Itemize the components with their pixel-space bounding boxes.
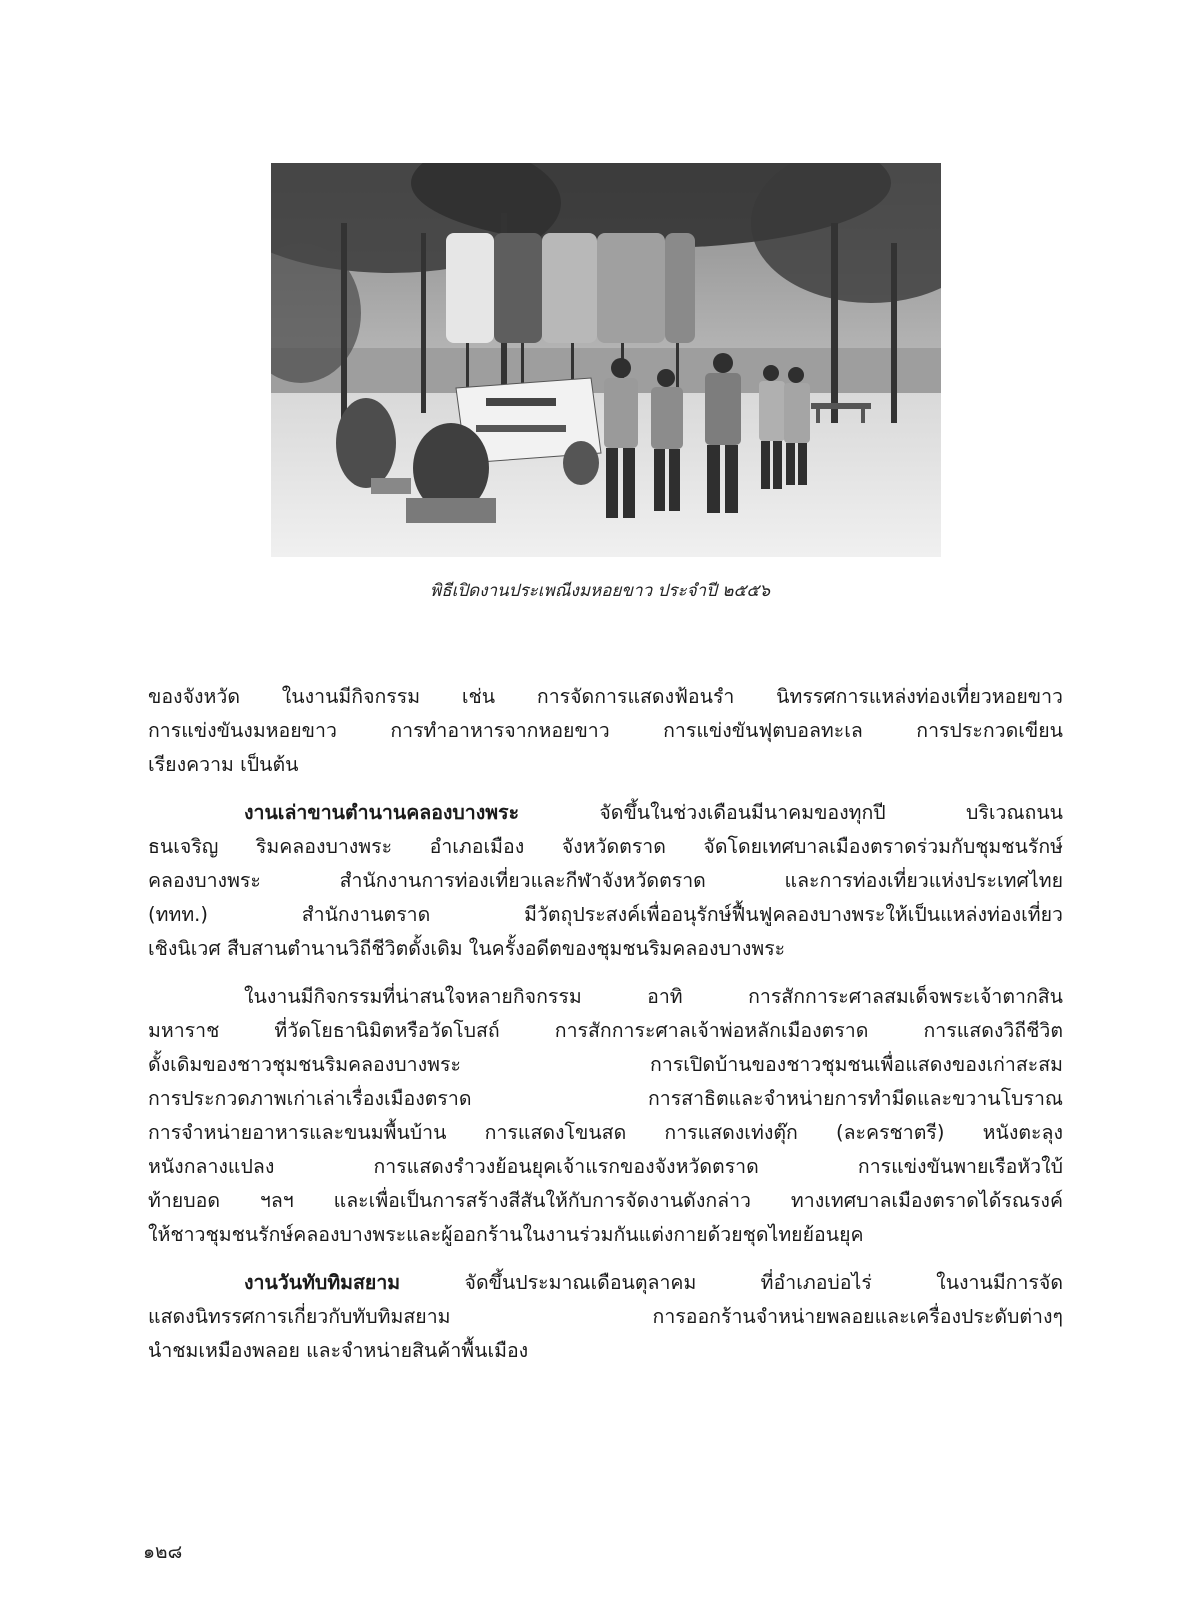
text-line: ธนเจริญ ริมคลองบางพระ อำเภอเมือง จังหวัดตราด จัดโดยเทศบาลเมืองตราดร่วมกับชุมชนรักษ์ bbox=[148, 835, 1063, 858]
text-line: ให้ชาวชุมชนรักษ์คลองบางพระและผู้ออกร้านในงานร่วมกันแต่งกายด้วยชุดไทยย้อนยุค bbox=[148, 1223, 864, 1246]
paragraph-1 bbox=[148, 680, 1063, 782]
text-line bbox=[148, 980, 1063, 1014]
text-line: แสดงนิทรรศการเกี่ยวกับทับทิมสยาม การออกร้านจำหน่ายพลอยและเครื่องประดับต่างๆ bbox=[148, 1305, 1063, 1328]
event-photo-illustration bbox=[271, 163, 941, 557]
text-line: เรียงความ เป็นต้น bbox=[148, 753, 299, 776]
text-line: ท้ายบอด ฯลฯ และเพื่อเป็นการสร้างสีสันให้กับการจัดงานดังกล่าว ทางเทศบาลเมืองตราดได้รณรงค์ bbox=[148, 1189, 1063, 1212]
text-line: นำชมเหมืองพลอย และจำหน่ายสินค้าพื้นเมือง bbox=[148, 1339, 529, 1362]
text-line: ดั้งเดิมของชาวชุมชนริมคลองบางพระ การเปิดบ้านของชาวชุมชนเพื่อแสดงของเก่าสะสม bbox=[148, 1053, 1063, 1076]
text-line: มหาราช ที่วัดโยธานิมิตหรือวัดโบสถ์ การสักการะศาลเจ้าพ่อหลักเมืองตราด การแสดงวิถีชีวิต bbox=[148, 1019, 1063, 1042]
text-line: การแข่งขันงมหอยขาว การทำอาหารจากหอยขาว การแข่งขันฟุตบอลทะเล การประกวดเขียน bbox=[148, 719, 1063, 742]
photo-caption: พิธีเปิดงานประเพณีงมหอยขาว ประจำปี ๒๕๕๖ bbox=[429, 581, 771, 601]
article-body bbox=[148, 680, 1063, 1368]
text-line: เชิงนิเวศ สืบสานตำนานวิถีชีวิตดั้งเดิม ในครั้งอดีตของชุมชนริมคลองบางพระ bbox=[148, 937, 786, 960]
paragraph-heading: งานวันทับทิมสยาม bbox=[244, 1271, 401, 1294]
page-number: ๑๒๘ bbox=[143, 1541, 183, 1563]
paragraph-4 bbox=[148, 1266, 1063, 1368]
text-line: หนังกลางแปลง การแสดงรำวงย้อนยุคเจ้าแรกของจังหวัดตราด การแข่งขันพายเรือหัวใบ้ bbox=[148, 1155, 1063, 1178]
event-photo bbox=[271, 163, 941, 557]
text-run: จัดขึ้นประมาณเดือนตุลาคม ที่อำเภอบ่อไร่ ในงานมีการจัด bbox=[400, 1271, 1063, 1294]
text-line: (ททท.) สำนักงานตราด มีวัตถุประสงค์เพื่ออนุรักษ์ฟื้นฟูคลองบางพระให้เป็นแหล่งท่องเที่ยว bbox=[148, 903, 1063, 926]
text-run: จัดขึ้นในช่วงเดือนมีนาคมของทุกปี บริเวณถนน bbox=[519, 801, 1063, 824]
paragraph-2 bbox=[148, 796, 1063, 966]
text-line: การประกวดภาพเก่าเล่าเรื่องเมืองตราด การสาธิตและจำหน่ายการทำมีดและขวานโบราณ bbox=[148, 1087, 1063, 1110]
paragraph-heading: งานเล่าขานตำนานคลองบางพระ bbox=[244, 801, 520, 824]
text-run: ในงานมีกิจกรรมที่น่าสนใจหลายกิจกรรม อาทิ การสักการะศาลสมเด็จพระเจ้าตากสิน bbox=[244, 985, 1063, 1008]
text-line: การจำหน่ายอาหารและขนมพื้นบ้าน การแสดงโขนสด การแสดงเท่งตุ๊ก (ละครชาตรี) หนังตะลุง bbox=[148, 1121, 1063, 1144]
text-line: ของจังหวัด ในงานมีกิจกรรม เช่น การจัดการแสดงฟ้อนรำ นิทรรศการแหล่งท่องเที่ยวหอยขาว bbox=[148, 685, 1063, 708]
paragraph-3 bbox=[148, 980, 1063, 1252]
text-line: คลองบางพระ สำนักงานการท่องเที่ยวและกีฬาจังหวัดตราด และการท่องเที่ยวแห่งประเทศไทย bbox=[148, 869, 1063, 892]
text-line bbox=[148, 796, 1063, 830]
text-line bbox=[148, 1266, 1063, 1300]
